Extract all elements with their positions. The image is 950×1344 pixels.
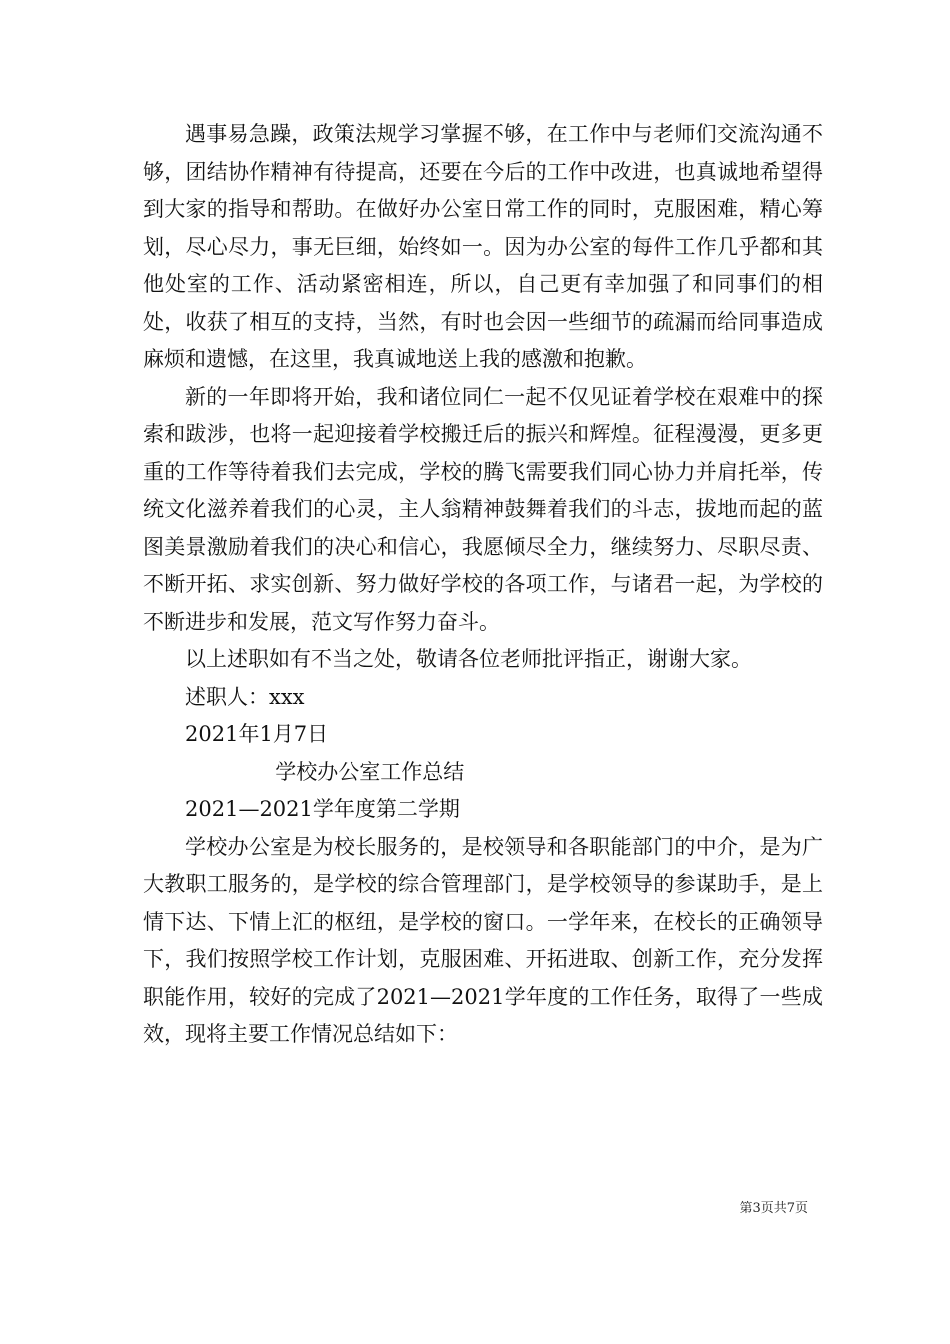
section-title: 学校办公室工作总结 — [275, 759, 465, 784]
page-number: 第3页共7页 — [739, 1201, 808, 1216]
date-line: 2021年1月7日 — [185, 722, 329, 746]
paragraph-closing: 以上述职如有不当之处，敬请各位老师批评指正，谢谢大家。 — [185, 647, 752, 671]
paragraph-summary: 学校办公室是为校长服务的，是校领导和各职能部门的中介，是为广大教职工服务的，是学校的综合管理部门，是学校领导的参谋助手，是上情下达、下情上汇的枢纽，是学校的窗口。一学年来，在校长的正确领导下，我们按照学校工作计划，克服困难、开拓进取、创新工作，充分发挥职能作用，较好的完成了2021—2021学年度的工作任务，取得了一些成效，现将主要工作情况总结如下： — [143, 834, 823, 1046]
paragraph-shortcomings: 遇事易急躁，政策法规学习掌握不够，在工作中与老师们交流沟通不够，团结协作精神有待提高，还要在今后的工作中改进，也真诚地希望得到大家的指导和帮助。在做好办公室日常工作的同时，克服困难，精心筹划，尽心尽力，事无巨细，始终如一。因为办公室的每件工作几乎都和其他处室的工作、活动紧密相连，所以，自己更有幸加强了和同事们的相处，收获了相互的支持，当然，有时也会因一些细节的疏漏而给同事造成麻烦和遗憾，在这里，我真诚地送上我的感激和抱歉。 — [143, 122, 823, 371]
term-line: 2021—2021学年度第二学期 — [185, 797, 460, 821]
document-body — [143, 116, 823, 1054]
signature-line: 述职人：xxx — [185, 684, 305, 709]
paragraph-new-year: 新的一年即将开始，我和诸位同仁一起不仅见证着学校在艰难中的探索和跋涉，也将一起迎接着学校搬迁后的振兴和辉煌。征程漫漫，更多更重的工作等待着我们去完成，学校的腾飞需要我们同心协力并肩托举，传统文化滋养着我们的心灵，主人翁精神鼓舞着我们的斗志，拔地而起的蓝图美景激励着我们的决心和信心，我愿倾尽全力，继续努力、尽职尽责、不断开拓、求实创新、努力做好学校的各项工作，与诸君一起，为学校的不断进步和发展，范文写作努力奋斗。 — [143, 384, 823, 634]
